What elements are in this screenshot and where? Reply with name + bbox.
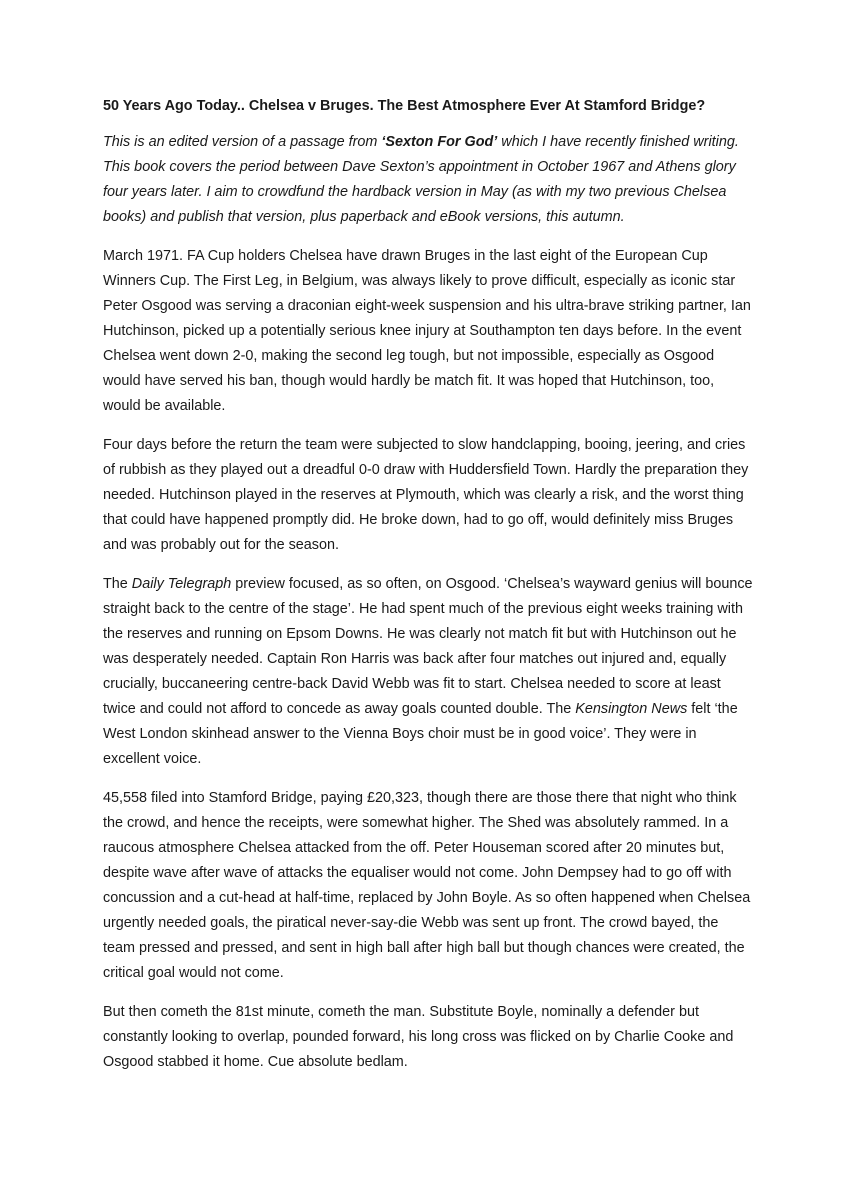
paragraph-1: March 1971. FA Cup holders Chelsea have drawn Bruges in the last eight of the European Cup Winners Cup. The First Leg, in Belgium, was always likely to prove difficult, especially as iconic star Peter Osgood was serving a draconian eight-week suspension and his ultra-brave striking partner, Ian Hutchinson, picked up a potentially serious knee injury at Southampton ten days before. In the event Chelsea went down 2-0, making the second leg tough, but not impossible, especially as Osgood would have served his ban, though would hardly be match fit. It was hoped that Hutchinson, too, would be available. <box>103 248 751 414</box>
p3-text-2: preview focused, as so often, on Osgood. ‘Chelsea’s wayward genius will bounce straight back to the centre of the stage’. He had spent much of the previous eight weeks training with the reserves and running on Epsom Downs. He was clearly not match fit but with Hutchinson out he was desperately needed. Captain Ron Harris was back after four matches out injured and, equally crucially, buccaneering centre-back David Webb was fit to start. Chelsea needed to score at least twice and could not afford to concede as away goals counted double. The <box>103 576 753 717</box>
article <box>103 96 753 1089</box>
intro-paragraph <box>103 130 753 230</box>
article-title: 50 Years Ago Today.. Chelsea v Bruges. The Best Atmosphere Ever At Stamford Bridge? <box>103 98 706 114</box>
p3-text-1: The <box>103 576 132 592</box>
newspaper-name-kensington: Kensington News <box>575 701 688 717</box>
paragraph-2: Four days before the return the team were subjected to slow handclapping, booing, jeering, and cries of rubbish as they played out a dreadful 0-0 draw with Huddersfield Town. Hardly the preparation they needed. Hutchinson played in the reserves at Plymouth, which was clearly a risk, and the worst thing that could have happened promptly did. He broke down, had to go off, would definitely miss Bruges and was probably out for the season. <box>103 437 749 553</box>
paragraph-3 <box>103 572 753 772</box>
paragraph-5: But then cometh the 81st minute, cometh the man. Substitute Boyle, nominally a defender but constantly looking to overlap, pounded forward, his long cross was flicked on by Charlie Cooke and Osgood stabbed it home. Cue absolute bedlam. <box>103 1004 734 1070</box>
intro-text-after: which I have recently finished writing. This book covers the period between Dave Sexton’s appointment in October 1967 and Athens glory four years later. I aim to crowdfund the hardback version in May (as with my two previous Chelsea books) and publish that version, plus paperback and eBook versions, this autumn. <box>103 134 739 225</box>
paragraph-4: 45,558 filed into Stamford Bridge, paying £20,323, though there are those there that night who think the crowd, and hence the receipts, were somewhat higher. The Shed was absolutely rammed. In a raucous atmosphere Chelsea attacked from the off. Peter Houseman scored after 20 minutes but, despite wave after wave of attacks the equaliser would not come. John Dempsey had to go off with concussion and a cut-head at half-time, replaced by John Boyle. As so often happened when Chelsea urgently needed goals, the piratical never-say-die Webb was sent up front. The crowd bayed, the team pressed and pressed, and sent in high ball after high ball but though chances were created, the critical goal would not come. <box>103 790 751 981</box>
p3-text-3: felt ‘the West London skinhead answer to the Vienna Boys choir must be in good voice’. They were in excellent voice. <box>103 701 738 767</box>
intro-text-before: This is an edited version of a passage from <box>103 134 382 150</box>
newspaper-name-telegraph: Daily Telegraph <box>131 576 232 592</box>
book-title: ‘Sexton For God’ <box>381 134 498 150</box>
